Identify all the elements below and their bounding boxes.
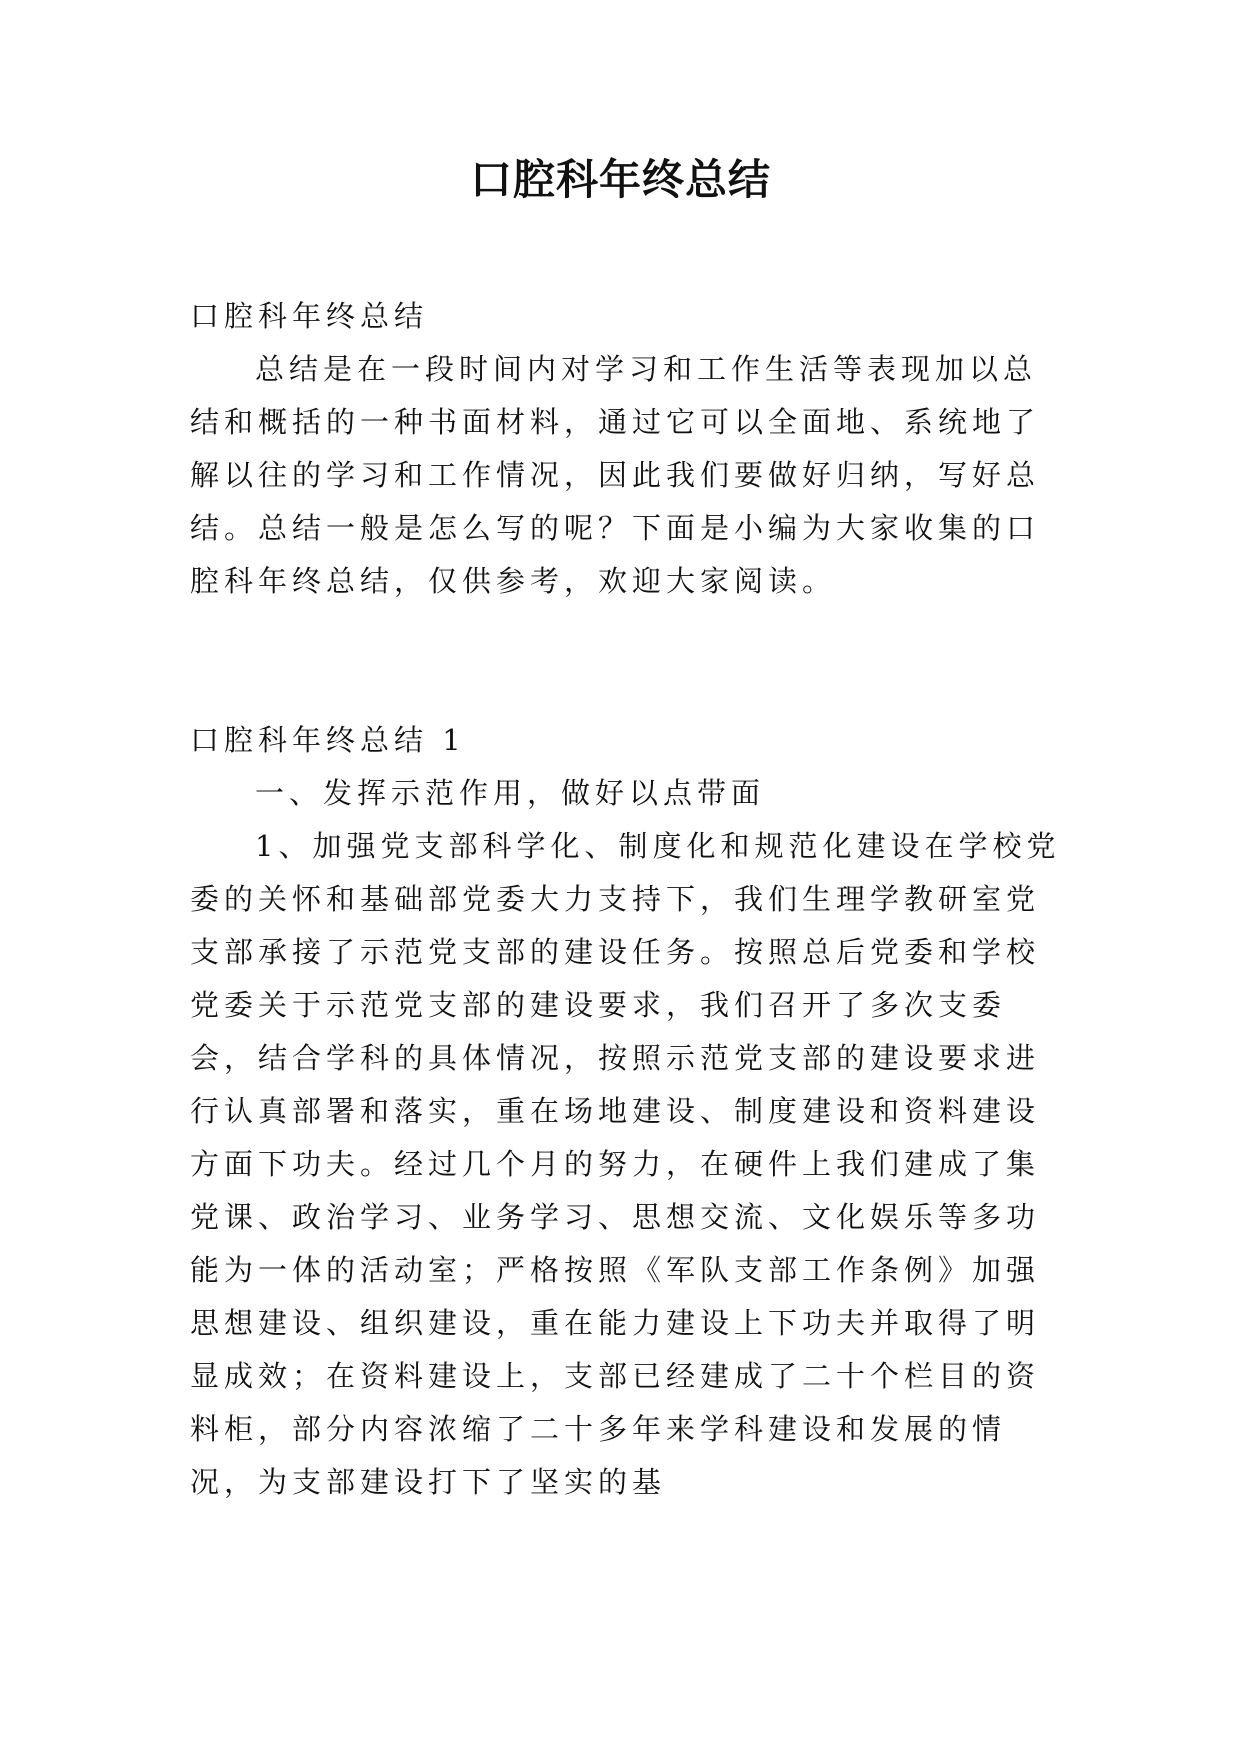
lead-heading: 口腔科年终总结: [190, 299, 429, 333]
section-subheading: 一、发挥示范作用，做好以点带面: [255, 776, 766, 810]
document-body: [190, 290, 1062, 1509]
document-title: 口腔科年终总结: [469, 155, 771, 204]
intro-paragraph: 总结是在一段时间内对学习和工作生活等表现加以总结和概括的一种书面材料，通过它可以全面地、系统地了解以往的学习和工作情况，因此我们要做好归纳，写好总结。总结一般是怎么写的呢？下面是小编为大家收集的口腔科年终总结，仅供参考，欢迎大家阅读。: [190, 352, 1041, 598]
section-paragraph: 1、加强党支部科学化、制度化和规范化建设在学校党委的关怀和基础部党委大力支持下，我们生理学教研室党支部承接了示范党支部的建设任务。按照总后党委和学校党委关于示范党支部的建设要求，我们召开了多次支委会，结合学科的具体情况，按照示范党支部的建设要求进行认真部署和落实，重在场地建设、制度建设和资料建设方面下功夫。经过几个月的努力，在硬件上我们建成了集党课、政治学习、业务学习、思想交流、文化娱乐等多功能为一体的活动室；严格按照《军队支部工作条例》加强思想建设、组织建设，重在能力建设上下功夫并取得了明显成效；在资料建设上，支部已经建成了二十个栏目的资料柜，部分内容浓缩了二十多年来学科建设和发展的情况，为支部建设打下了坚实的基: [190, 829, 1061, 1499]
section-heading: 口腔科年终总结 1: [190, 723, 466, 757]
